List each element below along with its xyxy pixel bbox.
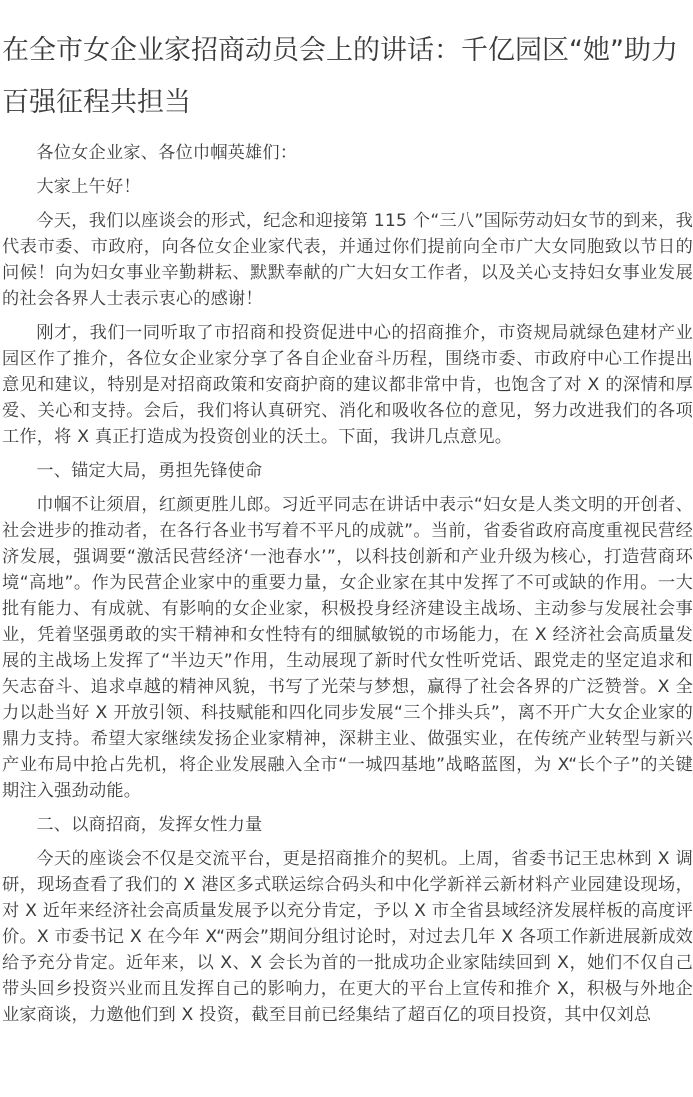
- section-heading-2: 二、以商招商，发挥女性力量: [36, 815, 263, 835]
- greeting: 大家上午好！: [36, 177, 141, 197]
- paragraph-summary: 刚才，我们一同听取了市招商和投资促进中心的招商推介，市资规局就绿色建材产业园区作了推介，各位女企业家分享了各自企业奋斗历程，围绕市委、市政府中心工作提出意见和建议，特别是对招商政策和安商护商的建议都非常中肯，也饱含了对 X 的深情和厚爱、关心和支持。会后，我们将认真研究、消化和吸收各位的意见，努力改进我们的各项工作，将 X 真正打造成为投资创业的沃土。下面，我讲几点意见。: [2, 323, 693, 447]
- article-title: 在全市女企业家招商动员会上的讲话：千亿园区“她”助力百强征程共担当: [2, 35, 678, 118]
- salutation: 各位女企业家、各位巾帼英雄们：: [36, 143, 298, 163]
- paragraph-section-2: 今天的座谈会不仅是交流平台，更是招商推介的契机。上周，省委书记王忠林到 X 调研，现场查看了我们的 X 港区多式联运综合码头和中化学新祥云新材料产业园建设现场，对 X 近年来经济社会高质量发展予以充分肯定，予以 X 市全省县域经济发展样板的高度评价。X 市委书记 X 在今年 X“两会”期间分组讨论时，对过去几年 X 各项工作新进展新成效给予充分肯定。近年来，以 X、X 会长为首的一批成功企业家陆续回到 X，她们不仅自己带头回乡投资兴业而且发挥自己的影响力，在更大的平台上宣传和推介 X，积极与外地企业家商谈，力邀他们到 X 投资，截至目前已经集结了超百亿的项目投资，其中仅刘总: [2, 849, 693, 1025]
- paragraph-section-1: 巾帼不让须眉，红颜更胜儿郎。习近平同志在讲话中表示“妇女是人类文明的开创者、社会进步的推动者，在各行各业书写着不平凡的成就”。当前，省委省政府高度重视民营经济发展，强调要“激活民营经济‘一池春水’”，以科技创新和产业升级为核心，打造营商环境“高地”。作为民营企业家中的重要力量，女企业家在其中发挥了不可或缺的作用。一大批有能力、有成就、有影响的女企业家，积极投身经济建设主战场、主动参与发展社会事业，凭着坚强勇敢的实干精神和女性特有的细腻敏锐的市场能力，在 X 经济社会高质量发展的主战场上发挥了“半边天”作用，生动展现了新时代女性听党话、跟党走的坚定追求和矢志奋斗、追求卓越的精神风貌，书写了光荣与梦想，赢得了社会各界的广泛赞誉。X 全力以赴当好 X 开放引领、科技赋能和四化同步发展“三个排头兵”，离不开广大女企业家的鼎力支持。希望大家继续发扬企业家精神，深耕主业、做强实业，在传统产业转型与新兴产业布局中抢占先机，将企业发展融入全市“一城四基地”战略蓝图，为 X“长个子”的关键期注入强劲动能。: [2, 495, 693, 801]
- paragraph-opening: 今天，我们以座谈会的形式，纪念和迎接第 115 个“三八”国际劳动妇女节的到来，我代表市委、市政府，向各位女企业家代表，并通过你们提前向全市广大女同胞致以节日的问候！向为妇女事业辛勤耕耘、默默奉献的广大妇女工作者，以及关心支持妇女事业发展的社会各界人士表示衷心的感谢！: [2, 211, 693, 309]
- article-body: [2, 140, 693, 1036]
- section-heading-1: 一、锚定大局，勇担先锋使命: [36, 461, 263, 481]
